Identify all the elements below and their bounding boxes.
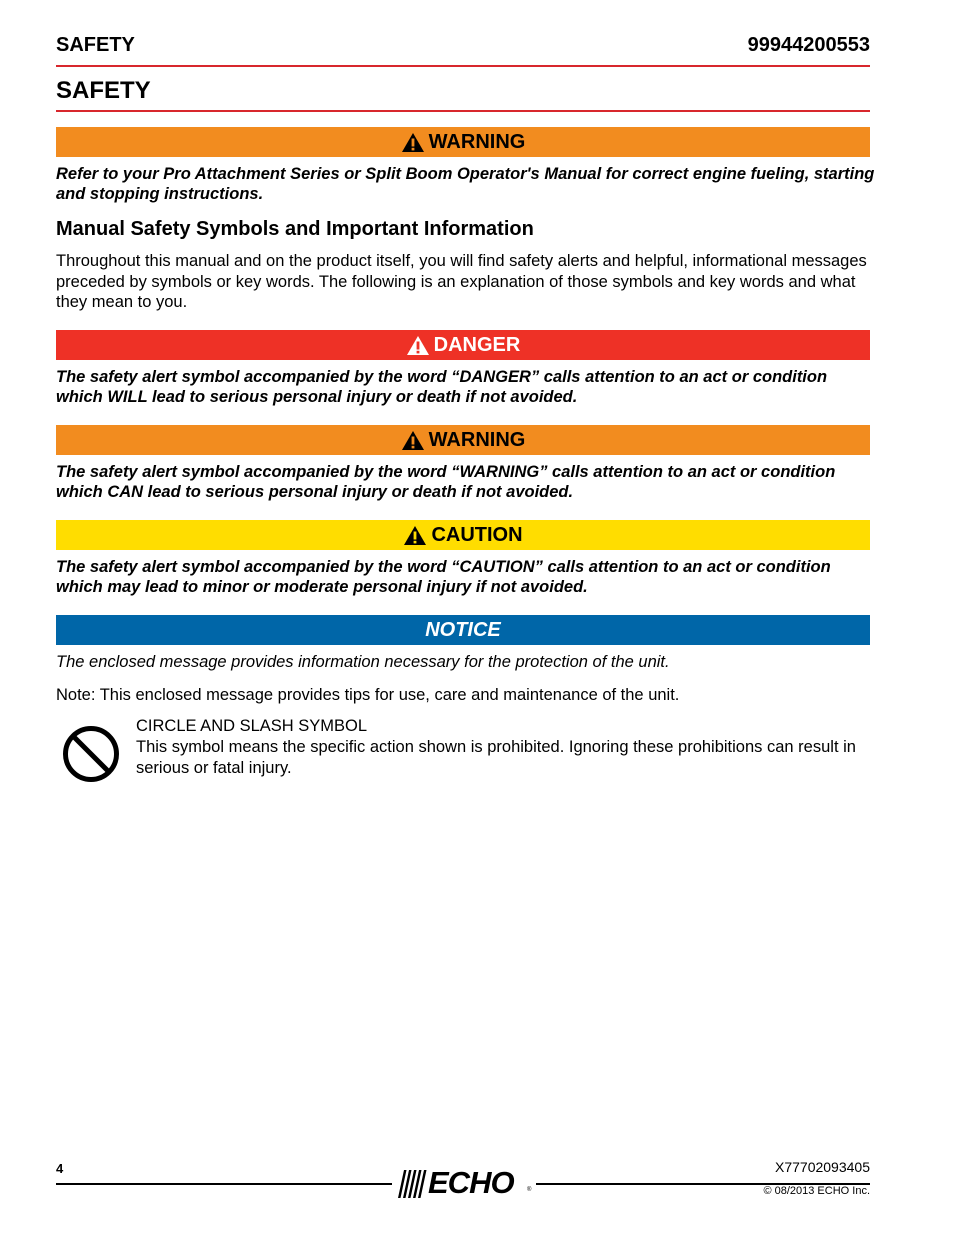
alert-triangle-icon: [401, 430, 425, 451]
notice-text: The enclosed message provides information necessary for the protection of the unit.: [56, 653, 670, 671]
header-part-number: 99944200553: [747, 34, 870, 56]
warning-text: The safety alert symbol accompanied by the word “WARNING” calls attention to an act or condition which CAN lead to serious personal injury or death if not avoided.: [56, 463, 836, 501]
alert-triangle-icon: [401, 132, 425, 153]
header-section-label: SAFETY: [56, 34, 135, 56]
caution-text: The safety alert symbol accompanied by the word “CAUTION” calls attention to an act or condition which may lead to minor or moderate personal injury if not avoided.: [56, 558, 831, 596]
warning-banner: [56, 425, 870, 455]
echo-logo: [392, 1166, 536, 1200]
warning-label: WARNING: [428, 428, 526, 451]
caution-label: CAUTION: [431, 523, 523, 546]
document-code: X77702093405: [775, 1159, 870, 1175]
warning-label-top: WARNING: [428, 130, 526, 153]
circle-slash-description: This symbol means the specific action shown is prohibited. Ignoring these prohibitions can result in serious or fatal injury.: [136, 738, 856, 777]
section-subheading: Manual Safety Symbols and Important Information: [56, 218, 534, 240]
warning-text-top: Refer to your Pro Attachment Series or Split Boom Operator's Manual for correct engine fueling, starting and stopping instructions.: [56, 165, 875, 203]
circle-slash-title: CIRCLE AND SLASH SYMBOL: [136, 717, 368, 735]
note-text: Note: This enclosed message provides tips for use, care and maintenance of the unit.: [56, 686, 680, 704]
notice-label: NOTICE: [425, 618, 501, 641]
danger-text: The safety alert symbol accompanied by the word “DANGER” calls attention to an act or condition which WILL lead to serious personal injury or death if not avoided.: [56, 368, 828, 406]
page-title: SAFETY: [56, 77, 151, 104]
alert-triangle-icon: [403, 525, 427, 546]
intro-paragraph: Throughout this manual and on the product itself, you will find safety alerts and helpful, informational messages preceded by symbols or key words. The following is an explanation of those symbols and key words and what they mean to you.: [56, 252, 867, 311]
alert-triangle-icon: [406, 335, 430, 356]
caution-banner: [56, 520, 870, 550]
danger-label: DANGER: [433, 333, 521, 356]
title-rule: [56, 110, 870, 112]
header-rule: [56, 65, 870, 67]
danger-banner: [56, 330, 870, 360]
echo-logo-text: ECHO: [428, 1165, 514, 1200]
footer-rule-left: [56, 1183, 392, 1185]
prohibition-icon: [62, 725, 120, 783]
copyright-text: © 08/2013 ECHO Inc.: [763, 1185, 870, 1197]
warning-banner-top: [56, 127, 870, 157]
registered-mark: ®: [527, 1187, 532, 1193]
notice-banner: [56, 615, 870, 645]
page-number: 4: [56, 1161, 64, 1176]
